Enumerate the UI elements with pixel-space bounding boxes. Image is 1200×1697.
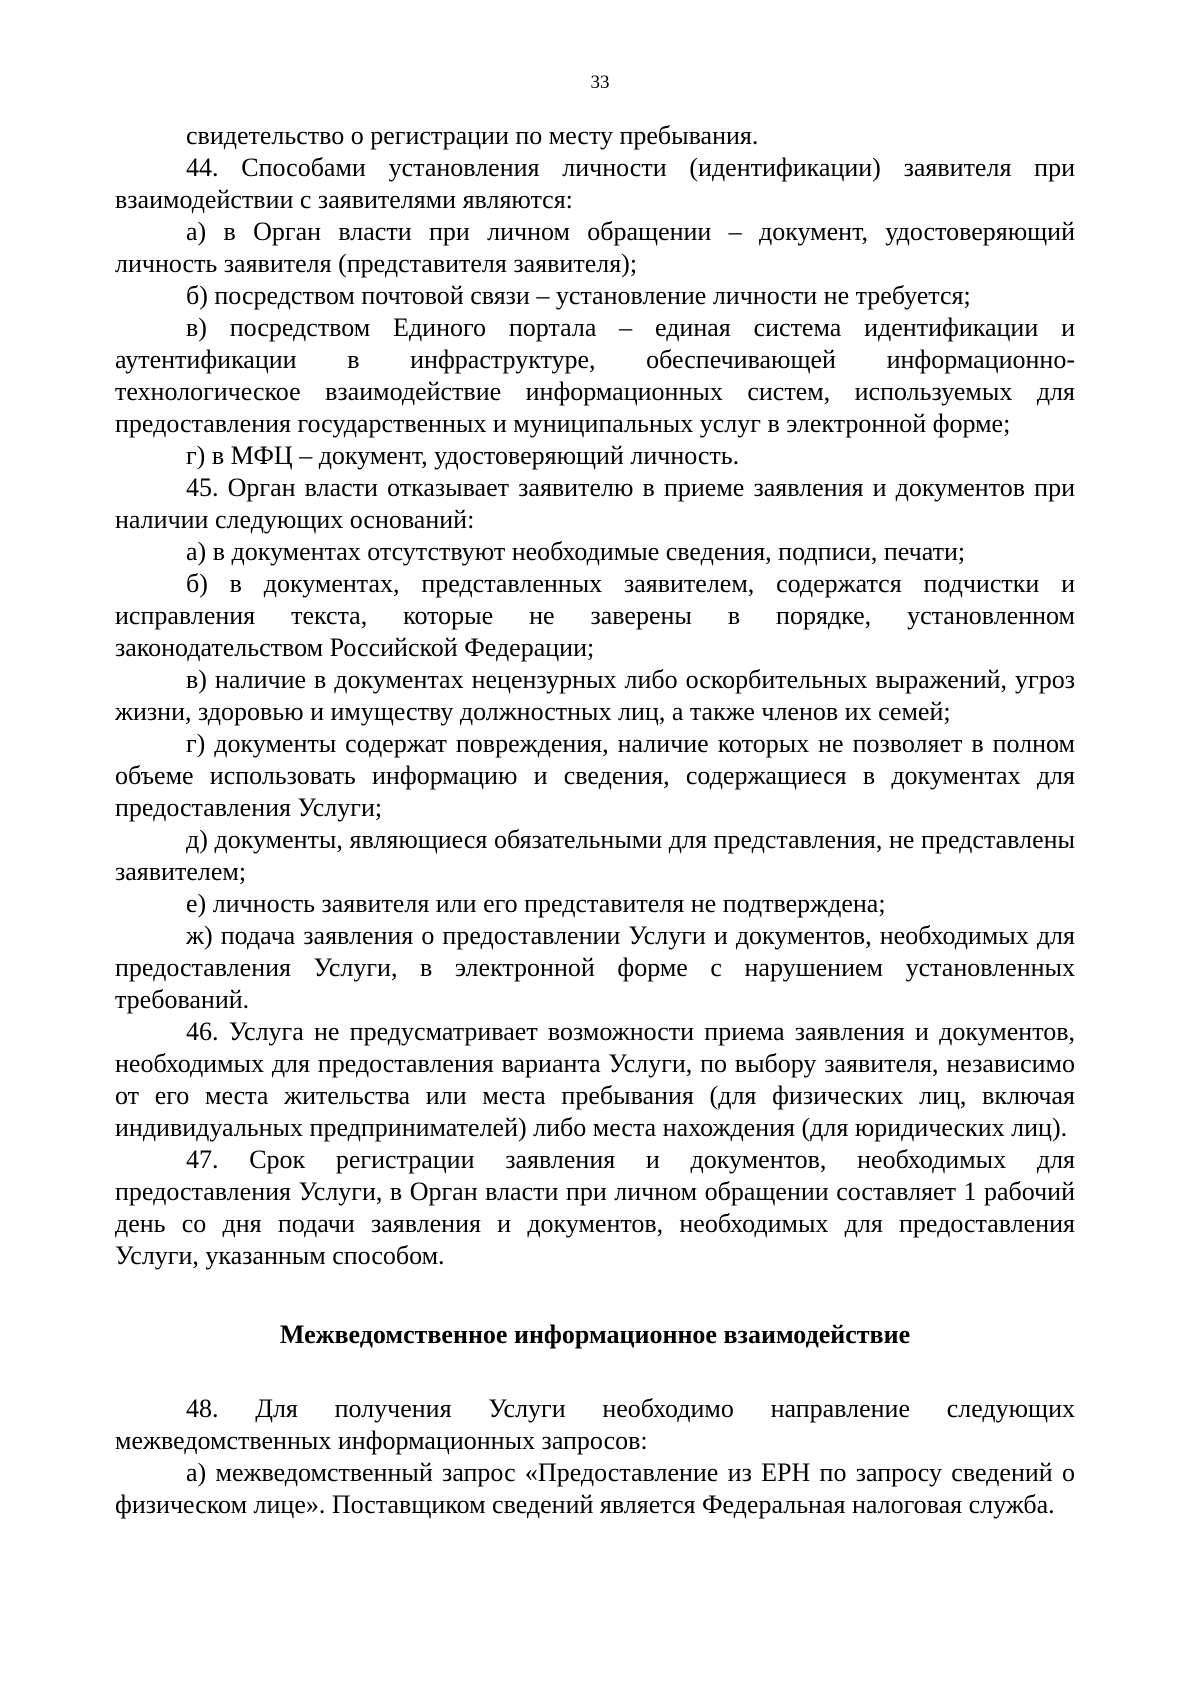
paragraph: б) посредством почтовой связи – установление личности не требуется;: [186, 281, 971, 310]
paragraph: 45. Орган власти отказывает заявителю в приеме заявления и документов при наличии следующих оснований:: [115, 473, 1075, 534]
paragraph: б) в документах, представленных заявителем, содержатся подчистки и исправления текста, которые не заверены в порядке, установленном законодательством Российской Федерации;: [115, 569, 1075, 662]
paragraph: е) личность заявителя или его представителя не подтверждена;: [186, 889, 886, 918]
paragraph: д) документы, являющиеся обязательными для представления, не представлены заявителем;: [115, 825, 1075, 886]
paragraph: 46. Услуга не предусматривает возможности приема заявления и документов, необходимых для предоставления варианта Услуги, по выбору заявителя, независимо от его места жительства или места пребывания (для физических лиц, включая индивидуальных предпринимателей) либо места нахождения (для юридических лиц).: [115, 1017, 1075, 1142]
paragraph: свидетельство о регистрации по месту пребывания.: [186, 121, 759, 150]
paragraph: в) посредством Единого портала – единая система идентификации и аутентификации в инфраструктуре, обеспечивающей информационно-технологическое взаимодействие информационных систем, используемых для предоставления государственных и муниципальных услуг в электронной форме;: [115, 313, 1075, 438]
paragraph: а) межведомственный запрос «Предоставление из ЕРН по запросу сведений о физическом лице». Поставщиком сведений является Федеральная налоговая служба.: [115, 1458, 1075, 1519]
paragraph: 44. Способами установления личности (идентификации) заявителя при взаимодействии с заявителями являются:: [115, 153, 1075, 214]
paragraph: г) в МФЦ – документ, удостоверяющий личность.: [186, 441, 740, 470]
section-heading: Межведомственное информационное взаимодействие: [279, 1320, 911, 1349]
paragraph: 47. Срок регистрации заявления и документов, необходимых для предоставления Услуги, в Орган власти при личном обращении составляет 1 рабочий день со дня подачи заявления и документов, необходимых для предоставления Услуги, указанным способом.: [115, 1145, 1075, 1270]
paragraph: а) в документах отсутствуют необходимые сведения, подписи, печати;: [186, 537, 966, 566]
paragraph: а) в Орган власти при личном обращении – документ, удостоверяющий личность заявителя (представителя заявителя);: [115, 217, 1075, 278]
paragraph: г) документы содержат повреждения, наличие которых не позволяет в полном объеме использовать информацию и сведения, содержащиеся в документах для предоставления Услуги;: [115, 729, 1075, 822]
paragraph: в) наличие в документах нецензурных либо оскорбительных выражений, угроз жизни, здоровью и имуществу должностных лиц, а также членов их семей;: [115, 665, 1075, 726]
document-body: [115, 120, 1075, 1521]
page-number: 33: [590, 72, 610, 93]
paragraph: ж) подача заявления о предоставлении Услуги и документов, необходимых для предоставления Услуги, в электронной форме с нарушением установленных требований.: [115, 921, 1075, 1014]
paragraph: 48. Для получения Услуги необходимо направление следующих межведомственных информационных запросов:: [115, 1394, 1075, 1455]
